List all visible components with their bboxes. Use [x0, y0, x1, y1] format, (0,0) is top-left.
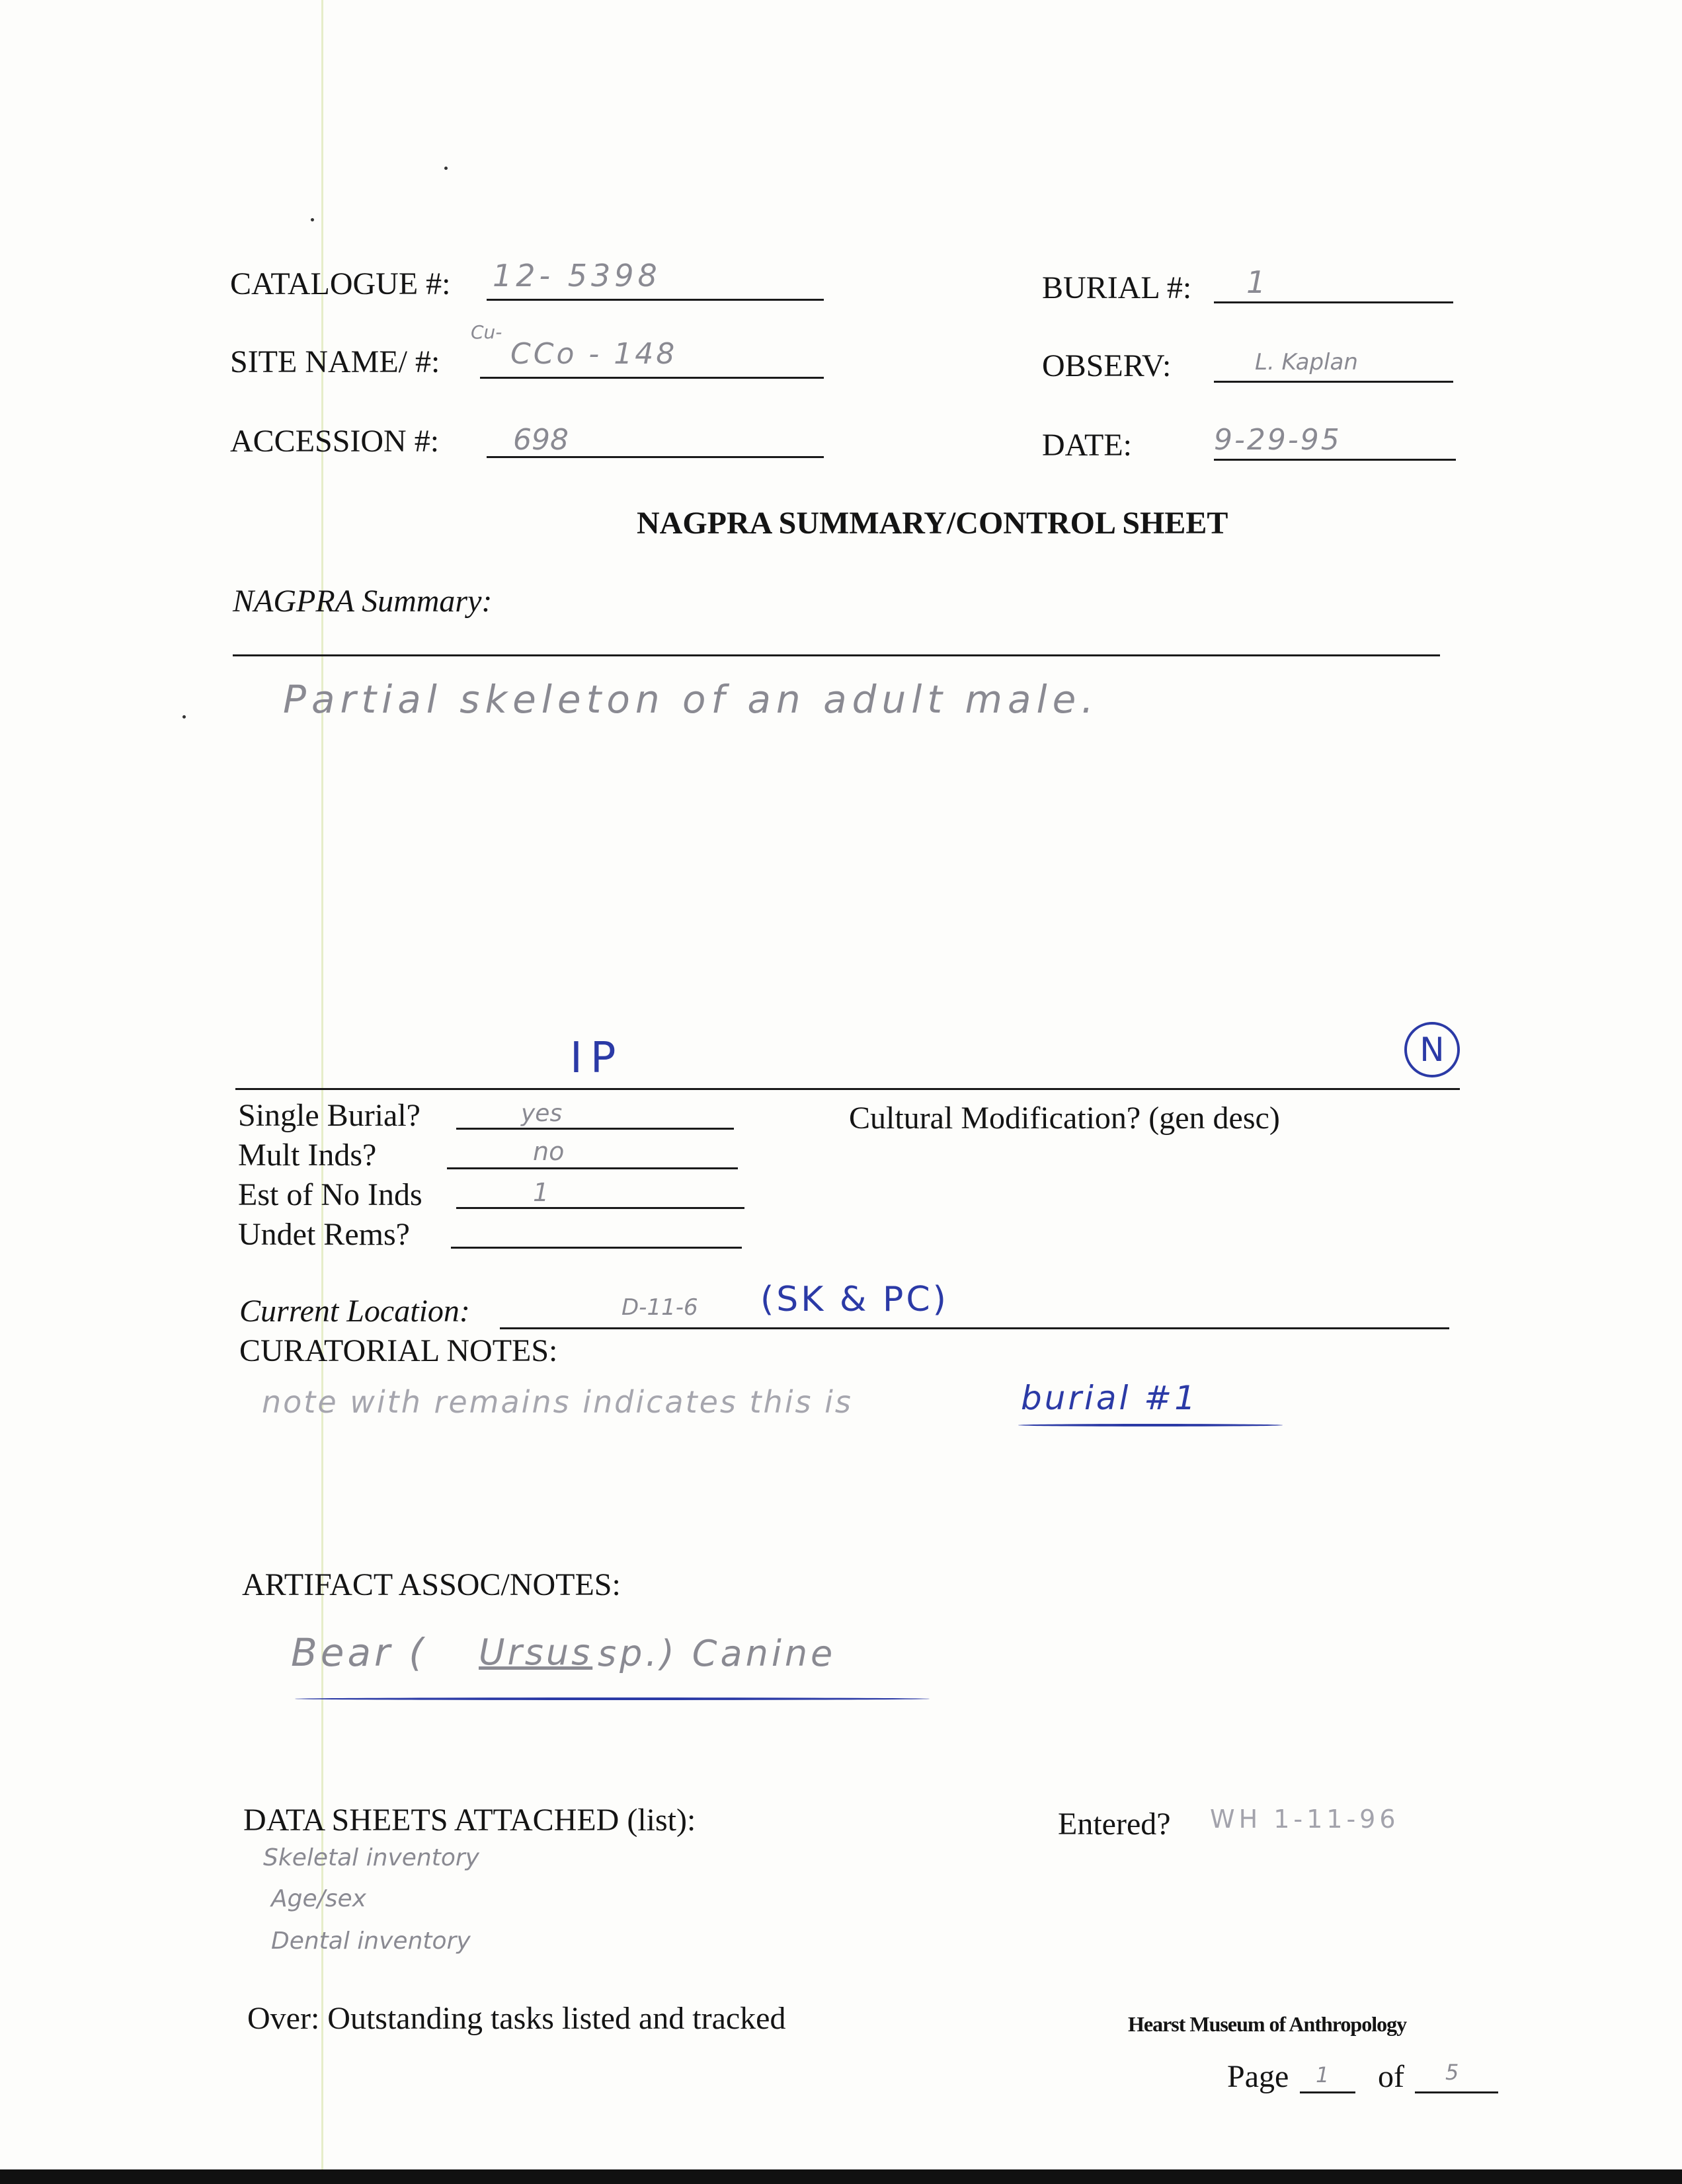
- over-text: Over: Outstanding tasks listed and tracked: [247, 2001, 786, 2036]
- artifact-text-before: Bear (: [291, 1630, 427, 1675]
- mult-inds-line: [447, 1167, 738, 1169]
- mult-inds-value: no: [533, 1137, 565, 1166]
- est-inds-value: 1: [533, 1178, 549, 1207]
- accession-value: 698: [513, 423, 569, 457]
- scan-edge: [0, 2169, 1682, 2184]
- catalogue-label: CATALOGUE #:: [230, 266, 451, 301]
- est-inds-label: Est of No Inds: [238, 1177, 422, 1212]
- current-location-value: D-11-6: [621, 1294, 698, 1321]
- sheet-title: NAGPRA SUMMARY/CONTROL SHEET: [637, 506, 1228, 541]
- entered-value: WH 1-11-96: [1210, 1805, 1400, 1834]
- curatorial-notes-text: note with remains indicates this is: [262, 1384, 853, 1420]
- page-current: 1: [1316, 2062, 1330, 2087]
- catalogue-value: 12- 5398: [493, 258, 661, 293]
- circled-n: [1404, 1022, 1460, 1077]
- observ-value: L. Kaplan: [1255, 349, 1358, 375]
- summary-text: Partial skeleton of an adult male.: [283, 677, 1099, 722]
- burial-line: [1214, 301, 1453, 303]
- single-burial-value: yes: [521, 1100, 563, 1127]
- page-current-line: [1300, 2091, 1355, 2093]
- single-burial-label: Single Burial?: [238, 1098, 421, 1133]
- site-value: CCo - 148: [510, 337, 678, 371]
- page-total-line: [1415, 2091, 1498, 2093]
- data-sheet-item: Age/sex: [271, 1885, 366, 1912]
- undet-rems-label: Undet Rems?: [238, 1217, 410, 1252]
- curatorial-notes-burial: burial #1: [1021, 1379, 1199, 1417]
- section-divider-line: [235, 1088, 1460, 1090]
- observ-line: [1214, 381, 1453, 383]
- artifact-assoc-label: ARTIFACT ASSOC/NOTES:: [242, 1567, 621, 1602]
- burial-label: BURIAL #:: [1042, 270, 1192, 305]
- date-value: 9-29-95: [1214, 423, 1342, 457]
- summary-label: NAGPRA Summary:: [233, 584, 493, 619]
- current-location-line: [500, 1327, 1449, 1329]
- speck: [182, 715, 186, 719]
- data-sheets-label: DATA SHEETS ATTACHED (list):: [243, 1803, 696, 1838]
- summary-line: [233, 654, 1440, 656]
- page-label: Page: [1227, 2059, 1289, 2094]
- circled-n-letter: N: [1420, 1031, 1445, 1069]
- observ-label: OBSERV:: [1042, 348, 1172, 383]
- data-sheet-item: Dental inventory: [271, 1928, 471, 1955]
- curatorial-underline: [1018, 1424, 1283, 1426]
- artifact-underline: [295, 1697, 930, 1700]
- curatorial-notes-label: CURATORIAL NOTES:: [239, 1333, 558, 1368]
- site-prefix: Cu-: [471, 321, 502, 343]
- speck: [444, 167, 448, 170]
- museum-name: Hearst Museum of Anthropology: [1128, 2012, 1407, 2036]
- cultural-modification-label: Cultural Modification? (gen desc): [849, 1101, 1280, 1136]
- date-label: DATE:: [1042, 428, 1132, 463]
- entered-label: Entered?: [1058, 1807, 1171, 1842]
- burial-value: 1: [1246, 264, 1266, 300]
- date-line: [1214, 459, 1456, 461]
- site-line: [480, 377, 824, 379]
- page-total: 5: [1445, 2060, 1459, 2085]
- of-label: of: [1378, 2059, 1404, 2094]
- artifact-text-after: sp.) Canine: [598, 1633, 836, 1674]
- data-sheet-item: Skeletal inventory: [263, 1844, 479, 1871]
- artifact-genus: Ursus: [479, 1631, 593, 1673]
- ip-mark: IP: [570, 1034, 624, 1083]
- undet-rems-line: [451, 1247, 742, 1249]
- est-inds-line: [456, 1207, 744, 1209]
- site-label: SITE NAME/ #:: [230, 344, 440, 379]
- current-location-note: (SK & PC): [760, 1280, 949, 1319]
- catalogue-line: [487, 299, 824, 301]
- speck: [311, 218, 314, 221]
- single-burial-line: [456, 1128, 734, 1130]
- mult-inds-label: Mult Inds?: [238, 1138, 377, 1173]
- current-location-label: Current Location:: [239, 1294, 470, 1329]
- accession-label: ACCESSION #:: [230, 424, 440, 459]
